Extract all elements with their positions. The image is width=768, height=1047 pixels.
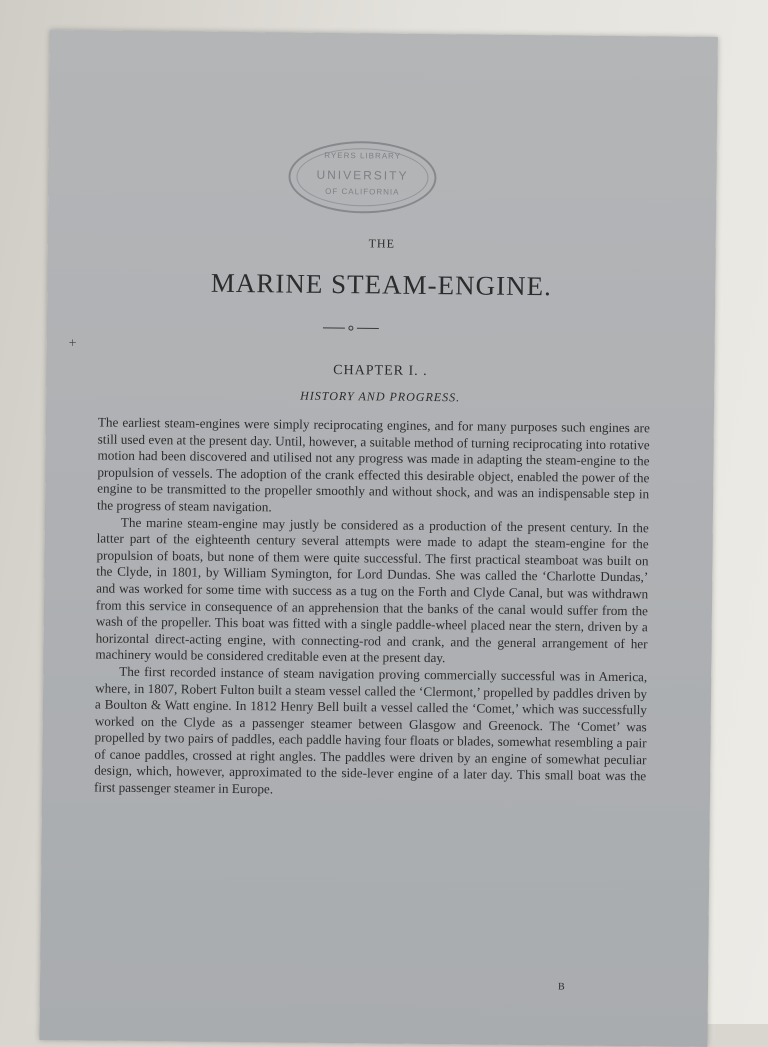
chapter-subtitle: HISTORY AND PROGRESS.	[46, 386, 714, 408]
library-stamp-middle-text: UNIVERSITY	[290, 168, 434, 184]
library-stamp-bottom-text: OF CALIFORNIA	[290, 187, 434, 198]
paragraph-3: The first recorded instance of steam navigation proving commercially successful was in America, where, in 1807, Robert Fulton built a steam vessel called the ‘Clermont,’ propelled by paddles driven by a Boulton & Watt engine. In 1812 Henry Bell built a vessel called the ‘Comet,’ which was successfully worked on the Clyde as a passenger steamer between Glasgow and Greenock. The ‘Comet’ was propelled by two pairs of paddles, each paddle having four floats or blades, somewhat resembling a pair of canoe paddles, crossed at right angles. The paddles were driven by an engine of somewhat peculiar design, which, however, approximated to the side-lever engine of a later day. This small boat was the first passenger steamer in Europe.	[94, 663, 647, 802]
body-text	[94, 415, 650, 802]
book-page	[39, 30, 718, 1047]
paragraph-1: The earliest steam-engines were simply reciprocating engines, and for many purposes such engines are still used even at the present day. Until, however, a suitable method of turning reciprocating into rotative motion had been discovered and utilised not any progress was made in adapting the steam-engine to the propulsion of vessels. The adoption of the crank effected this desirable object, enabled the power of the engine to be transmitted to the propeller smoothly and without shock, and was an indispensable step in the progress of steam navigation.	[97, 415, 650, 520]
signature-mark: B	[558, 981, 565, 992]
paragraph-2: The marine steam-engine may justly be considered as a production of the present century. In the latter part of the eighteenth century several attempts were made to adapt the steam-engine for the propulsion of boats, but none of them were quite successful. The first practical steamboat was built on the Clyde, in 1801, by William Symington, for Lord Dundas. She was called the ‘Charlotte Dundas,’ and was worked for some time with success as a tug on the Forth and Clyde Canal, but was withdrawn from this service in consequence of an apprehension that the banks of the canal would suffer from the wash of the propeller. This boat was fitted with a single paddle-wheel placed near the stern, driven by a horizontal direct-acting engine, with connecting-rod and crank, and the general arrangement of her machinery would be considered creditable even at the present day.	[95, 514, 649, 669]
margin-pencil-mark: +	[69, 336, 77, 352]
ornament-divider	[323, 325, 379, 332]
book-title: MARINE STEAM-ENGINE.	[47, 266, 715, 304]
library-stamp-top-text: RYERS LIBRARY	[291, 151, 435, 162]
library-stamp	[288, 141, 437, 215]
chapter-heading: CHAPTER I. .	[46, 360, 714, 383]
title-article: THE	[48, 233, 716, 255]
